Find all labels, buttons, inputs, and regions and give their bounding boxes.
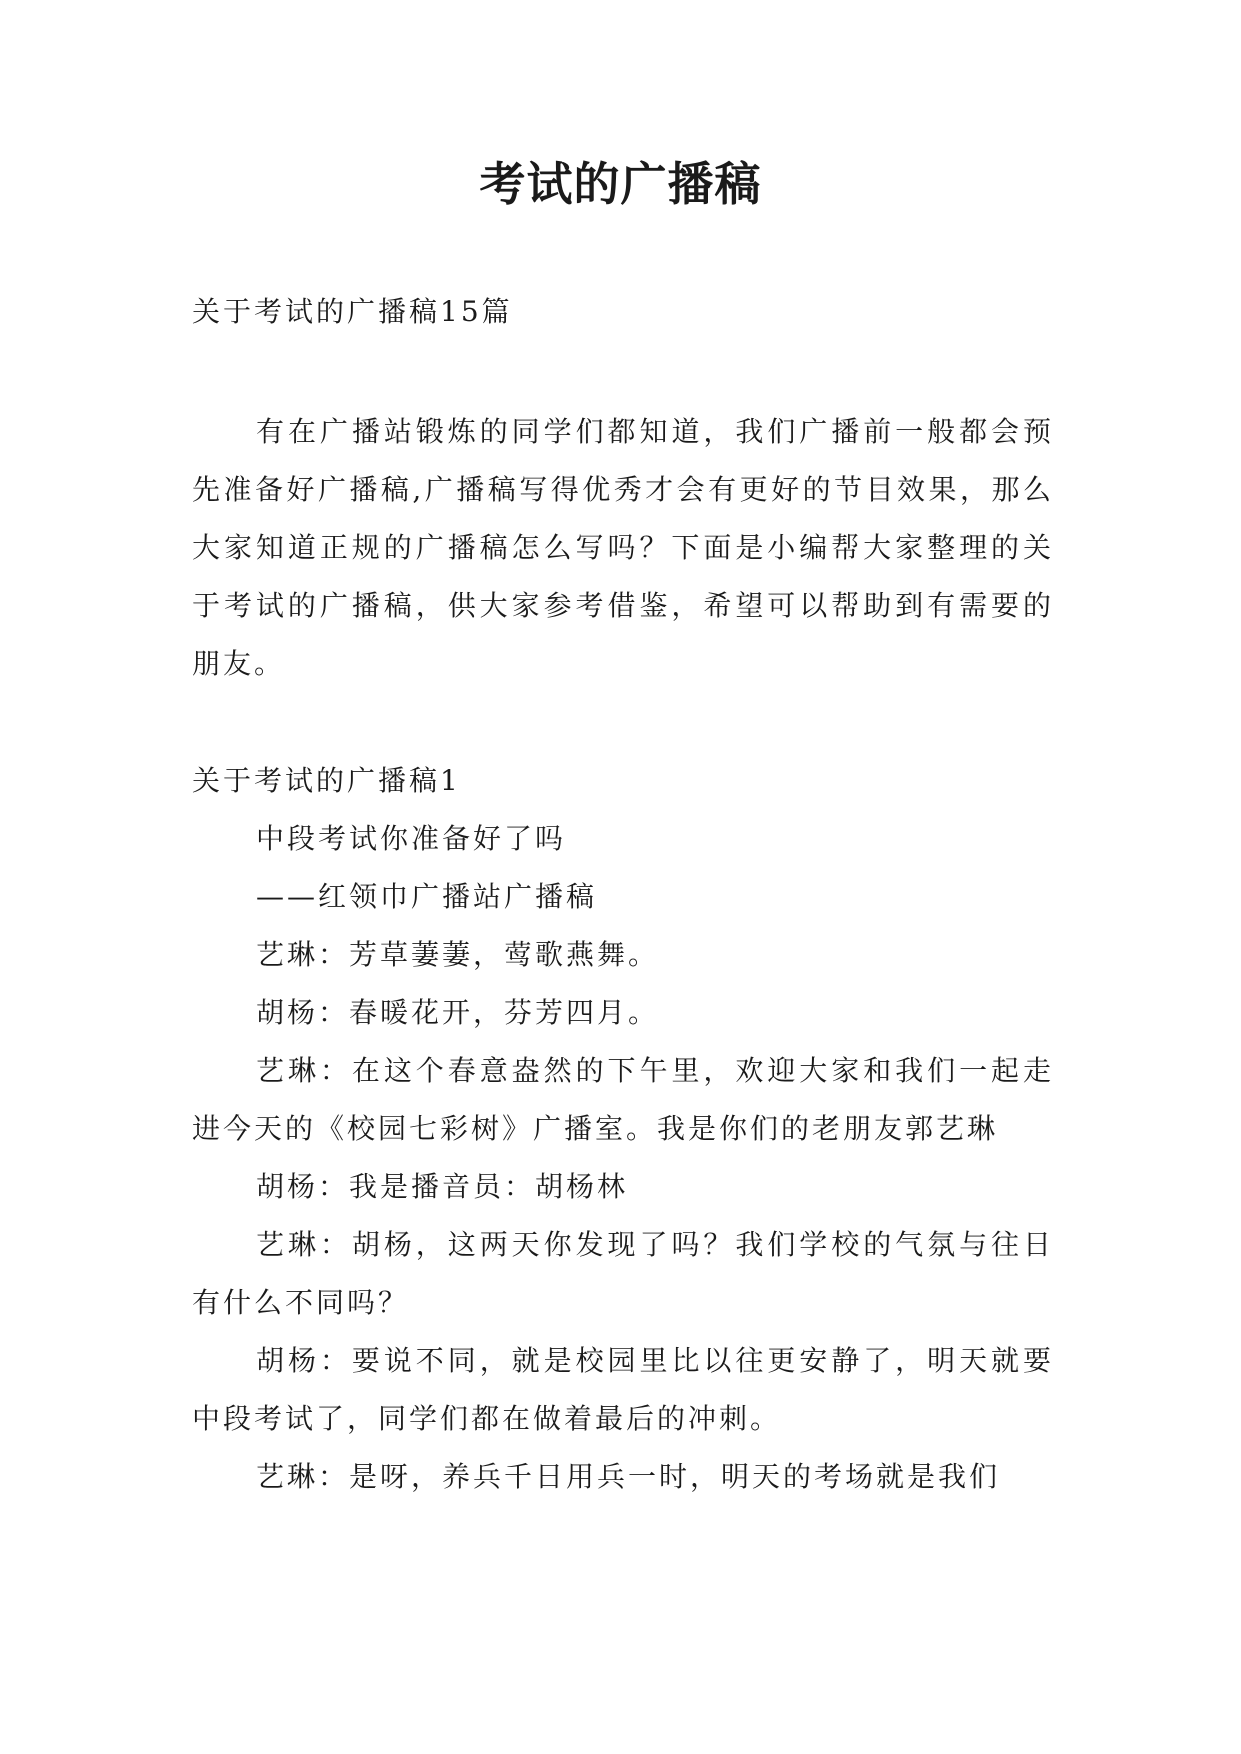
paragraph: 胡杨：要说不同，就是校园里比以往更安静了，明天就要中段考试了，同学们都在做着最后的冲刺。 (192, 1344, 1054, 1435)
document-title: 考试的广播稿 (479, 157, 762, 211)
paragraph: ——红领巾广播站广播稿 (256, 880, 598, 913)
section-heading: 关于考试的广播稿1 (192, 764, 461, 797)
paragraph: 艺琳：是呀，养兵千日用兵一时，明天的考场就是我们 (256, 1460, 1001, 1493)
paragraph: 胡杨：我是播音员：胡杨林 (256, 1170, 629, 1203)
section-1 (192, 752, 1054, 1506)
paragraph: 艺琳：胡杨，这两天你发现了吗？我们学校的气氛与往日有什么不同吗？ (192, 1228, 1054, 1319)
document-subtitle: 关于考试的广播稿15篇 (192, 295, 513, 328)
intro-paragraph: 有在广播站锻炼的同学们都知道，我们广播前一般都会预先准备好广播稿,广播稿写得优秀才会有更好的节目效果，那么大家知道正规的广播稿怎么写吗？下面是小编帮大家整理的关于考试的广播稿，供大家参考借鉴，希望可以帮助到有需要的朋友。 (192, 415, 1054, 680)
paragraph: 艺琳：在这个春意盎然的下午里，欢迎大家和我们一起走进今天的《校园七彩树》广播室。我是你们的老朋友郭艺琳 (192, 1054, 1054, 1145)
paragraph: 胡杨：春暖花开，芬芳四月。 (256, 996, 660, 1029)
intro-block (192, 403, 1054, 693)
paragraph: 艺琳：芳草萋萋，莺歌燕舞。 (256, 938, 660, 971)
paragraph: 中段考试你准备好了吗 (256, 822, 567, 855)
